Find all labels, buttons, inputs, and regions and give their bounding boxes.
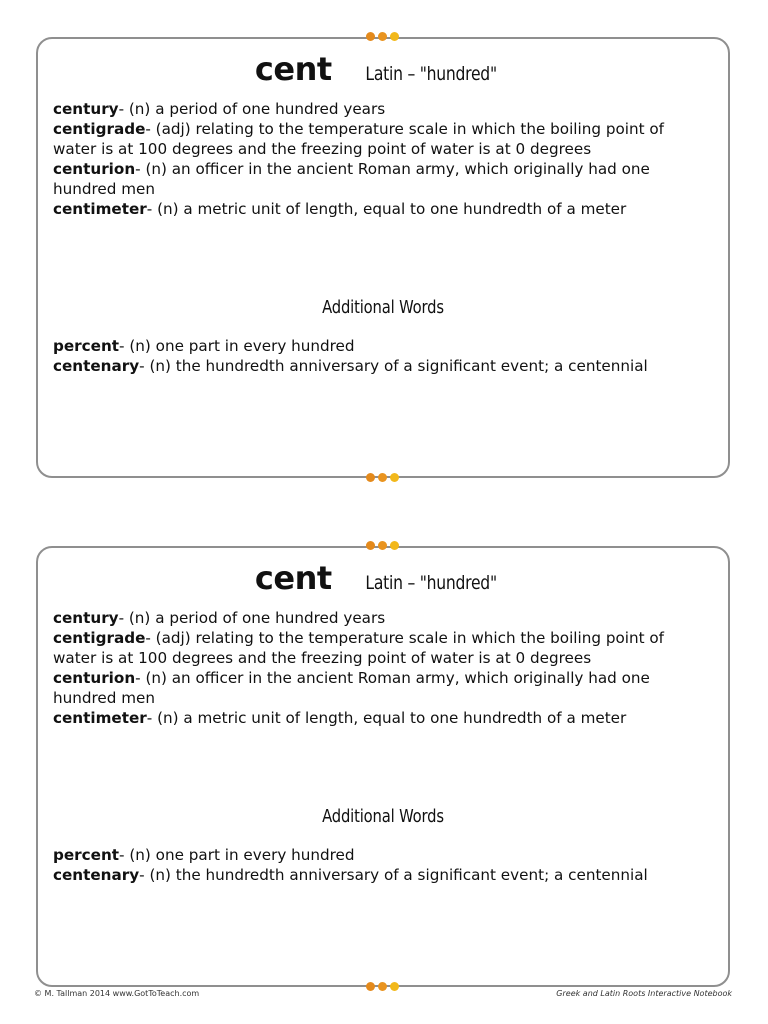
copyright-footer: © M. Tallman 2014 www.GotToTeach.com [34, 989, 200, 998]
additional-word-list [53, 845, 703, 885]
definition-term: centimeter [53, 709, 147, 727]
root-word: cent [254, 559, 332, 597]
additional-words-title: Additional Words [322, 297, 444, 318]
definition-term: century [53, 100, 119, 118]
definition-text: - (n) the hundredth anniversary of a significant event; a centennial [139, 866, 648, 884]
definition-text: - (adj) relating to the temperature scale in which the boiling point of water is at 100 degrees and the freezing point of water is at 0 degrees [53, 120, 665, 158]
orange-dot [366, 473, 375, 482]
yellow-dot [390, 982, 399, 991]
definition-list [53, 99, 693, 219]
additional-word-item [53, 336, 703, 356]
notebook-title-footer: Greek and Latin Roots Interactive Notebook [556, 989, 732, 998]
definition-item [53, 99, 693, 119]
orange-dot [366, 982, 375, 991]
orange-dot [378, 473, 387, 482]
definition-term: percent [53, 846, 120, 864]
orange-dot [366, 32, 375, 41]
definition-term: centenary [53, 357, 140, 375]
yellow-dot [390, 32, 399, 41]
definition-item [53, 668, 693, 708]
orange-dot [378, 541, 387, 550]
definition-item [53, 159, 693, 199]
definition-list [53, 608, 693, 728]
root-word: cent [254, 50, 332, 88]
definition-term: centigrade [53, 629, 146, 647]
definition-term: centenary [53, 866, 140, 884]
definition-text: - (n) an officer in the ancient Roman army, which originally had one hundred men [53, 669, 650, 707]
definition-text: - (n) one part in every hundred [119, 846, 355, 864]
definition-term: centigrade [53, 120, 146, 138]
definition-text: - (n) a metric unit of length, equal to one hundredth of a meter [146, 709, 627, 727]
orange-dot [378, 32, 387, 41]
card-bottom-dots [366, 982, 400, 992]
orange-dot [378, 982, 387, 991]
definition-term: century [53, 609, 119, 627]
definition-item [53, 608, 693, 628]
definition-term: centimeter [53, 200, 147, 218]
card-bottom-dots [366, 473, 400, 483]
definition-item [53, 628, 693, 668]
card-top-dots [366, 32, 400, 42]
additional-word-item [53, 356, 703, 376]
definition-text: - (n) a period of one hundred years [118, 609, 386, 627]
definition-item [53, 708, 693, 728]
additional-word-list [53, 336, 703, 376]
root-origin: Latin – "hundred" [365, 572, 497, 594]
additional-word-item [53, 865, 703, 885]
definition-text: - (n) one part in every hundred [119, 337, 355, 355]
root-card-1 [36, 37, 730, 478]
definition-item [53, 199, 693, 219]
card-title [38, 558, 728, 598]
root-card-2 [36, 546, 730, 987]
definition-text: - (n) a metric unit of length, equal to one hundredth of a meter [146, 200, 627, 218]
yellow-dot [390, 541, 399, 550]
definition-item [53, 119, 693, 159]
card-title [38, 49, 728, 89]
definition-term: percent [53, 337, 120, 355]
definition-text: - (n) an officer in the ancient Roman army, which originally had one hundred men [53, 160, 650, 198]
definition-text: - (adj) relating to the temperature scale in which the boiling point of water is at 100 degrees and the freezing point of water is at 0 degrees [53, 629, 665, 667]
card-top-dots [366, 541, 400, 551]
orange-dot [366, 541, 375, 550]
additional-word-item [53, 845, 703, 865]
yellow-dot [390, 473, 399, 482]
definition-text: - (n) the hundredth anniversary of a significant event; a centennial [139, 357, 648, 375]
root-origin: Latin – "hundred" [365, 63, 497, 85]
definition-term: centurion [53, 669, 136, 687]
definition-text: - (n) a period of one hundred years [118, 100, 386, 118]
additional-words-title: Additional Words [322, 806, 444, 827]
definition-term: centurion [53, 160, 136, 178]
